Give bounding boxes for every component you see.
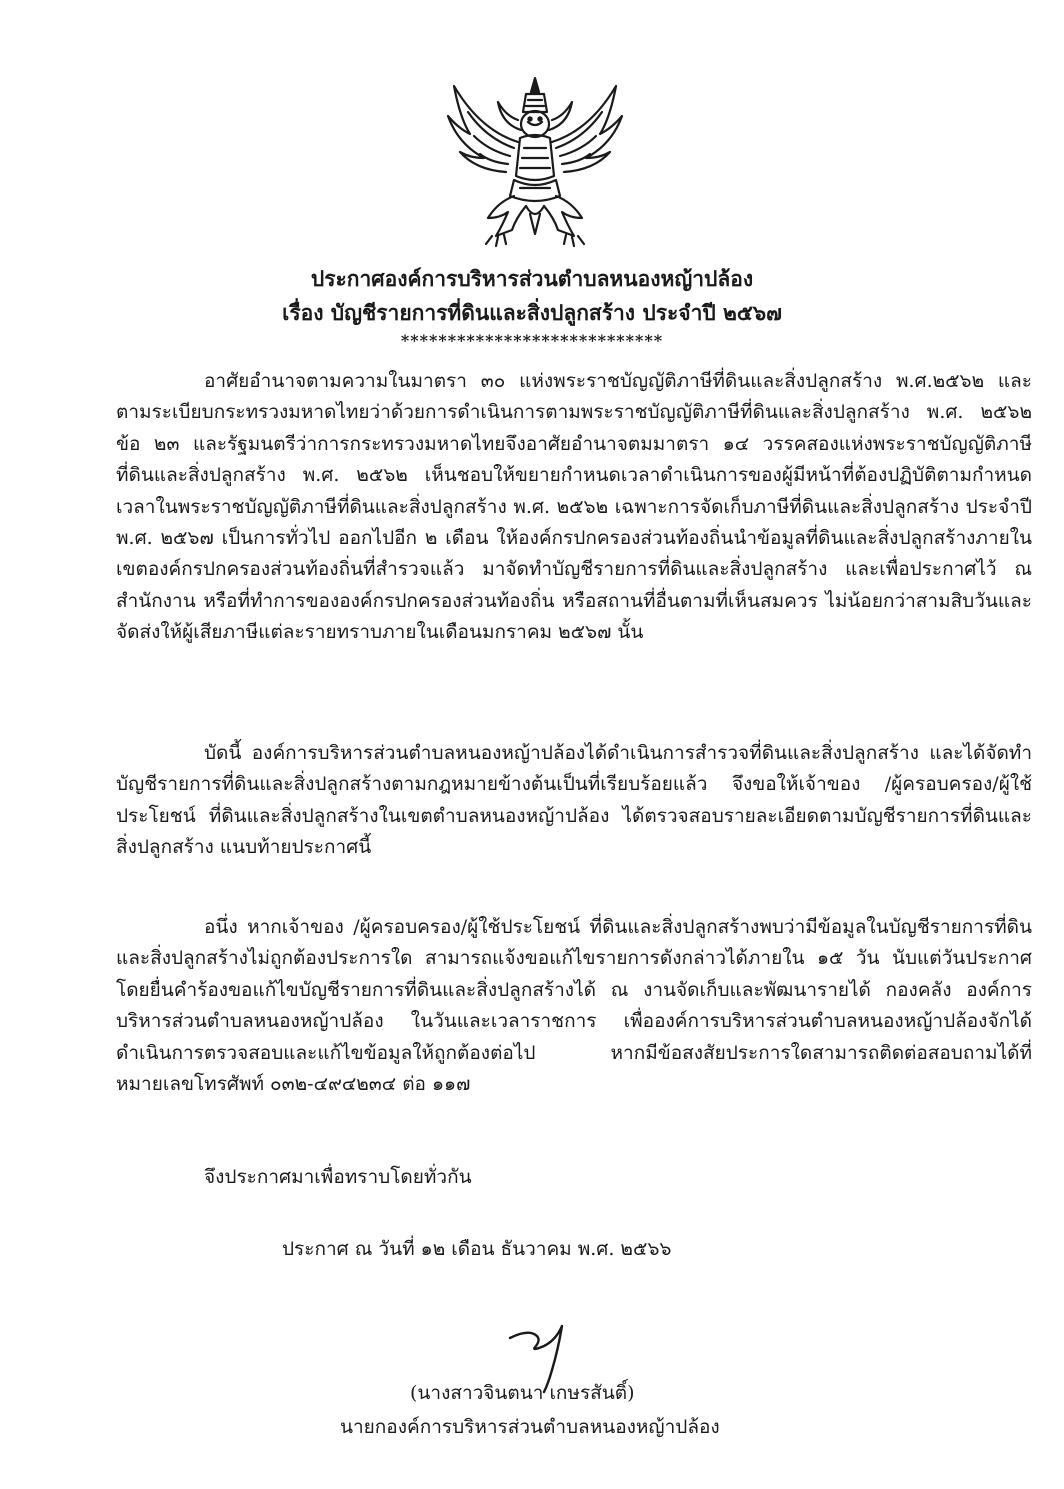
signer-name: (นางสาวจินตนา เกษรสันติ์) [410,1382,635,1404]
paragraph-text: อาศัยอำนาจตามความในมาตรา ๓๐ แห่งพระราชบัญญัติภาษีที่ดินและสิ่งปลูกสร้าง พ.ศ.๒๕๖๒ และตามระเบียบกระทรวงมหาดไทยว่าด้วยการดำเนินการตามพระราชบัญญัติภาษีที่ดินและสิ่งปลูกสร้าง พ.ศ. ๒๕๖๒ ข้อ ๒๓ และรัฐมนตรีว่าการกระทรวงมหาดไทยจึงอาศัยอำนาจตมมาตรา ๑๔ วรรคสองแห่งพระราชบัญญัติภาษีที่ดินและสิ่งปลูกสร้าง พ.ศ. ๒๕๖๒ เห็นชอบให้ขยายกำหนดเวลาดำเนินการของผู้มีหน้าที่ต้องปฏิบัติตามกำหนดเวลาในพระราชบัญญัติภาษีที่ดินและสิ่งปลูกสร้าง พ.ศ. ๒๕๖๒ เฉพาะการจัดเก็บภาษีที่ดินและสิ่งปลูกสร้าง ประจำปี พ.ศ. ๒๕๖๗ เป็นการทั่วไป ออกไปอีก ๒ เดือน ให้องค์กรปกครองส่วนท้องถิ่นนำข้อมูลที่ดินและสิ่งปลูกสร้างภายในเขตองค์กรปกครองส่วนท้องถิ่นที่สำรวจแล้ว มาจัดทำบัญชีรายการที่ดินและสิ่งปลูกสร้าง และเพื่อประกาศไว้ ณ สำนักงาน หรือที่ทำการขององค์กรปกครองส่วนท้องถิ่น หรือสถานที่อื่นตามที่เห็นสมควร ไม่น้อยกว่าสามสิบวันและจัดส่งให้ผู้เสียภาษีแต่ละรายทราบภายในเดือนมกราคม ๒๕๖๗ นั้น [116,370,1032,644]
body-paragraph-legal-basis [116,366,1032,649]
paragraph-text: อนึ่ง หากเจ้าของ /ผู้ครอบครอง/ผู้ใช้ประโยชน์ ที่ดินและสิ่งปลูกสร้างพบว่ามีข้อมูลในบัญชีรายการที่ดินและสิ่งปลูกสร้างไม่ถูกต้องประการใด สามารถแจ้งขอแก้ไขรายการดังกล่าวได้ภายใน ๑๕ วัน นับแต่วันประกาศ โดยยื่นคำร้องขอแก้ไขบัญชีรายการที่ดินและสิ่งปลูกสร้างได้ ณ งานจัดเก็บและพัฒนารายได้ กองคลัง องค์การบริหารส่วนตำบลหนองหญ้าปล้อง ในวันและเวลาราชการ เพื่อองค์การบริหารส่วนตำบลหนองหญ้าปล้องจักได้ดำเนินการตรวจสอบและแก้ไขข้อมูลให้ถูกต้องต่อไป หากมีข้อสงสัยประการใดสามารถติดต่อสอบถามได้ที่ หมายเลขโทรศัพท์ ๐๓๒-๔๙๔๒๓๔ ต่อ ๑๑๗ [116,916,1032,1096]
announcement-title: ประกาศองค์การบริหารส่วนตำบลหนองหญ้าปล้อง [310,266,754,291]
announcement-header [160,262,904,352]
body-paragraph-correction [116,912,1032,1100]
garuda-emblem-icon [440,72,630,250]
title-separator: **************************** [400,331,664,350]
announcement-subject: เรื่อง บัญชีรายการที่ดินและสิ่งปลูกสร้าง ประจำปี ๒๕๖๗ [282,300,782,325]
closing-statement: จึงประกาศมาเพื่อทราบโดยทั่วกัน [204,1166,472,1188]
announcement-date: ประกาศ ณ วันที่ ๑๒ เดือน ธันวาคม พ.ศ. ๒๕๖๖ [282,1238,672,1260]
signer-position: นายกองค์การบริหารส่วนตำบลหนองหญ้าปล้อง [340,1416,720,1438]
body-paragraph-notice [116,738,1032,864]
paragraph-text: บัดนี้ องค์การบริหารส่วนตำบลหนองหญ้าปล้องได้ดำเนินการสำรวจที่ดินและสิ่งปลูกสร้าง และได้จัดทำบัญชีรายการที่ดินและสิ่งปลูกสร้างตามกฎหมายข้างต้นเป็นที่เรียบร้อยแล้ว จึงขอให้เจ้าของ /ผู้ครอบครอง/ผู้ใช้ประโยชน์ ที่ดินและสิ่งปลูกสร้างในเขตตำบลหนองหญ้าปล้อง ได้ตรวจสอบรายละเอียดตามบัญชีรายการที่ดินและสิ่งปลูกสร้าง แนบท้ายประกาศนี้ [116,742,1032,859]
